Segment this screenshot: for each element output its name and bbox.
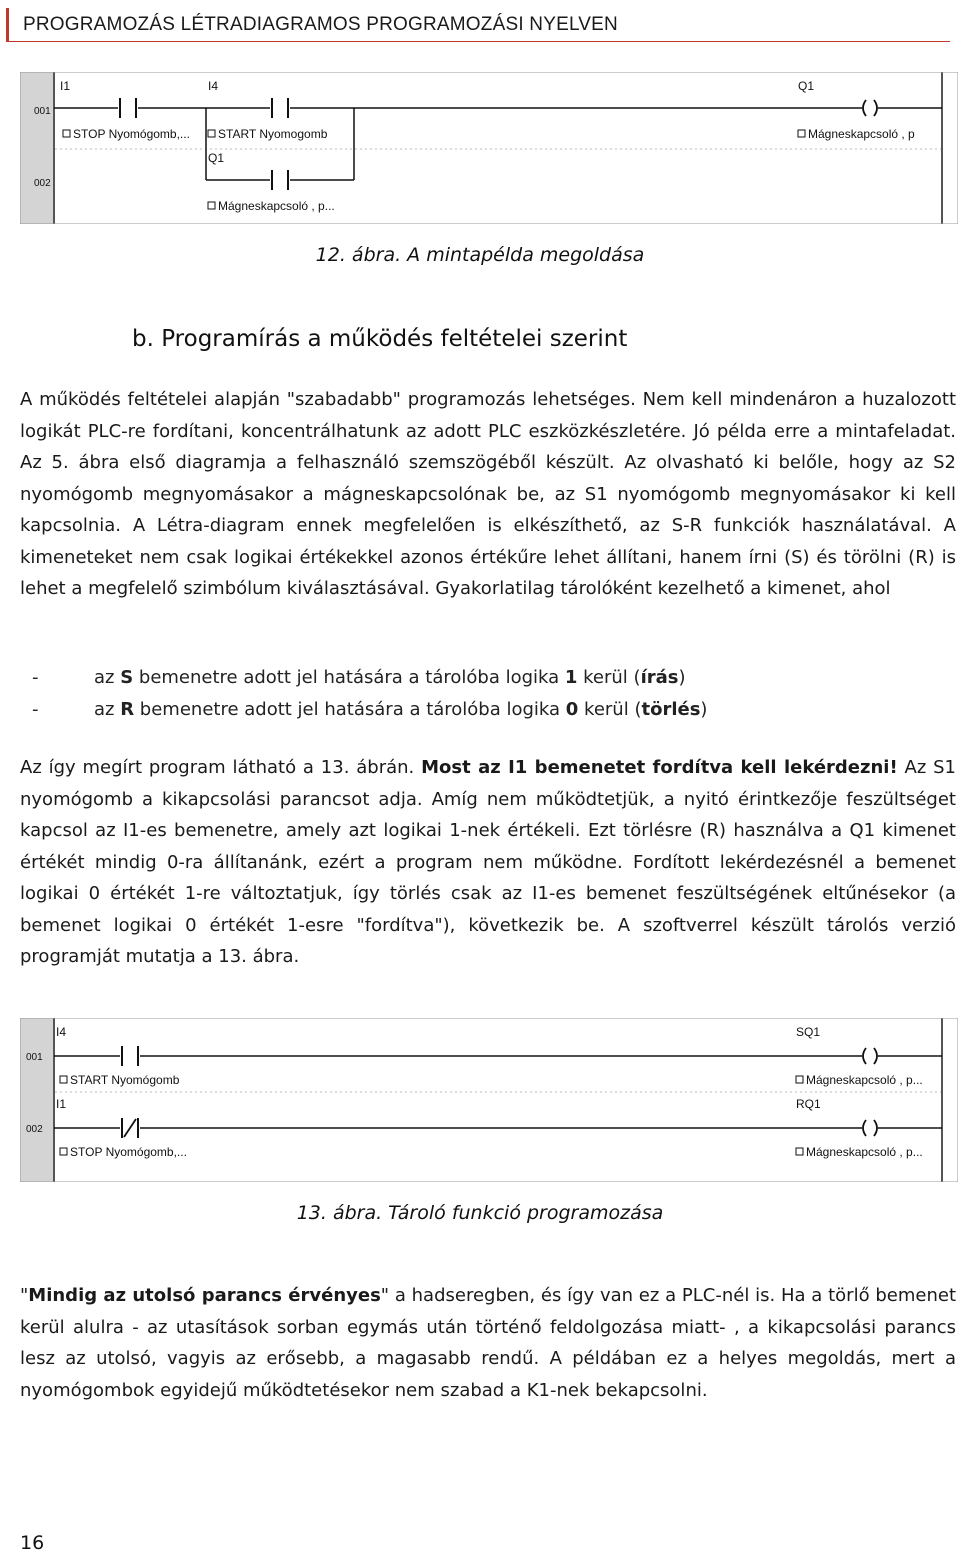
contact-i1-comment: STOP Nyomógomb,... (73, 127, 190, 141)
coil-rq1-address: RQ1 (796, 1097, 821, 1111)
ladder-diagram-svg (20, 72, 958, 224)
page-header (6, 8, 950, 42)
contact-i4-address: I4 (208, 79, 219, 93)
paragraph-3: "Mindig az utolsó parancs érvényes" a hadseregben, és így van ez a PLC-nél is. Ha a törlő bemenet kerül alulra - az utasítások sorban egymás után történő feldolgozása miatt- , a kikapcsolási parancs lesz az utolsó, vagyis az erősebb, a magasabb rendű. A példában ez a helyes megoldás, mert a nyomógombok egyidejű működtetésekor nem szabad a K1-nek bekapcsolni. (20, 1285, 957, 1401)
contact-i4-comment: START Nyomogomb (218, 127, 328, 141)
contact-q1-address: Q1 (208, 151, 225, 165)
coil-sq1-comment: Mágneskapcsoló , p... (806, 1073, 923, 1087)
row-number-gutter (20, 1018, 54, 1182)
contact-i1-address: I1 (56, 1097, 67, 1111)
row-number-gutter (20, 72, 54, 224)
row-number-2: 002 (34, 178, 51, 189)
sr-list (20, 662, 956, 726)
emphasis-text: Mindig az utolsó parancs érvényes (28, 1285, 381, 1306)
coil-q1-comment: Mágneskapcsoló , p (808, 127, 915, 141)
coil-sq1-address: SQ1 (796, 1025, 821, 1039)
ladder-diagram-svg (20, 1018, 958, 1182)
list-item-text: az S bemenetre adott jel hatására a tárolóba logika 1 kerül (írás) (94, 667, 686, 688)
contact-i4-address: I4 (56, 1025, 67, 1039)
header-title: PROGRAMOZÁS LÉTRADIAGRAMOS PROGRAMOZÁSI NYELVEN (23, 14, 618, 35)
diagram-background (20, 72, 958, 224)
contact-q1-comment: Mágneskapcsoló , p... (218, 199, 335, 213)
contact-i4-comment: START Nyomógomb (70, 1073, 180, 1087)
figure-12-ladder-diagram (20, 72, 958, 224)
section-heading: b. Programírás a működés feltételei szerint (132, 326, 628, 352)
figure-12-caption: 12. ábra. A mintapélda megoldása (315, 244, 645, 266)
list-item (20, 662, 956, 694)
coil-q1-address: Q1 (798, 79, 815, 93)
contact-i1-address: I1 (60, 79, 71, 93)
figure-13-ladder-diagram (20, 1018, 958, 1182)
page-number: 16 (20, 1532, 45, 1554)
figure-13-caption: 13. ábra. Tároló funkció programozása (296, 1202, 664, 1224)
list-dash: - (32, 667, 39, 688)
paragraph-2: Az így megírt program látható a 13. ábrán. Most az I1 bemenetet fordítva kell lekérdezni! Az S1 nyomógomb a kikapcsolási parancsot adja. Amíg nem működtetjük, a nyitó érintkezője feszültséget kapcsol az I1-es bemenetre, amely azt logikai 1-nek értékeli. Ezt törlésre (R) használva a Q1 kimenet értékét mindig 0-ra állítanánk, ezért a program nem működne. Fordított lekérdezésnél a bemenet logikai 0 értékét 1-re változtatjuk, így törlés csak az I1-es bemenet feszültségének eltűnésekor (a bemenet logikai 0 értékét 1-esre "fordítva"), következik be. A szoftverrel készült tárolós verzió programját mutatja a 13. ábra. (20, 757, 956, 967)
list-item (20, 694, 956, 726)
row-number-1: 001 (26, 1052, 43, 1063)
row-number-2: 002 (26, 1124, 43, 1135)
paragraph-1: A működés feltételei alapján "szabadabb" programozás lehetséges. Nem kell mindenáron a huzalozott logikát PLC-re fordítani, koncentrálhatunk az adott PLC eszközkészletére. Jó példa erre a mintafeladat. Az 5. ábra első diagramja a felhasználó szemszögéből készült. Az olvasható ki belőle, hogy az S2 nyomógomb megnyomásakor a mágneskapcsolónak be, az S1 nyomógomb megnyomásakor ki kell kapcsolnia. A Létra-diagram ennek megfelelően is elkészíthető, az S-R funkciók használatával. A kimeneteket nem csak logikai értékekkel azonos értékűre lehet állítani, hanem írni (S) és törölni (R) is lehet a megfelelő szimbólum kiválasztásával. Gyakorlatilag tárolóként kezelhető a kimenet, ahol (20, 389, 956, 599)
coil-rq1-comment: Mágneskapcsoló , p... (806, 1145, 923, 1159)
list-item-text: az R bemenetre adott jel hatására a tárolóba logika 0 kerül (törlés) (94, 699, 708, 720)
row-number-1: 001 (34, 106, 51, 117)
emphasis-text: Most az I1 bemenetet fordítva kell lekérdezni! (421, 757, 898, 778)
contact-i1-comment: STOP Nyomógomb,... (70, 1145, 187, 1159)
list-dash: - (32, 699, 39, 720)
